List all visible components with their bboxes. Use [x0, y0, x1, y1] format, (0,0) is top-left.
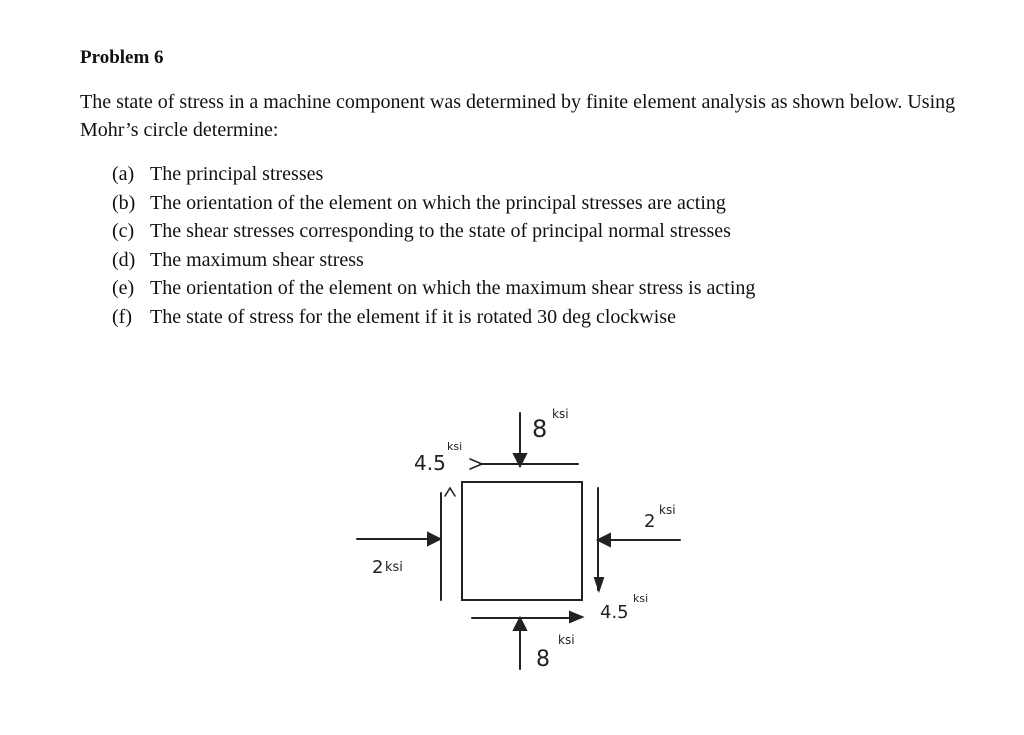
question-text: The orientation of the element on which the principal stresses are acting — [150, 191, 726, 214]
left-normal-arrow — [357, 533, 440, 545]
question-text: The shear stresses corresponding to the state of principal normal stresses — [150, 220, 731, 242]
question-text: The orientation of the element on which the maximum shear stress is acting — [150, 277, 756, 299]
question-label: (e) — [112, 277, 135, 299]
top-shear-arrow — [470, 459, 482, 469]
left-normal-unit: ksi — [385, 560, 403, 575]
question-text: The maximum shear stress — [150, 248, 364, 271]
bottom-shear-arrow — [570, 612, 582, 622]
question-text: The principal stresses — [150, 163, 324, 185]
question-label: (d) — [112, 248, 136, 271]
question-text: The state of stress for the element if it is rotated 30 deg clockwise — [150, 305, 676, 328]
question-label: (a) — [112, 163, 135, 185]
right-normal-arrow — [598, 534, 680, 546]
bottom-normal-value: 8 — [536, 647, 550, 672]
top-normal-unit: ksi — [552, 407, 569, 421]
question-label: (f) — [112, 305, 132, 328]
shear-right-unit: ksi — [633, 592, 649, 605]
left-normal-value: 2 — [372, 557, 384, 578]
right-normal-unit: ksi — [659, 503, 676, 517]
shear-left-unit: ksi — [447, 440, 463, 453]
problem-intro: The state of stress in a machine component was determined by finite element analysis as shown below. Using Mohr’s circle determine: — [80, 91, 956, 141]
problem-title: Problem 6 — [80, 47, 164, 68]
stress-element-square — [462, 482, 582, 600]
shear-right-value: 4.5 — [600, 602, 629, 623]
top-normal-value: 8 — [532, 415, 548, 443]
question-label: (c) — [112, 220, 135, 242]
right-normal-value: 2 — [644, 511, 656, 532]
bottom-normal-unit: ksi — [558, 633, 575, 647]
question-label: (b) — [112, 191, 136, 214]
shear-left-value: 4.5 — [414, 451, 446, 475]
left-shear-arrow — [441, 488, 455, 600]
